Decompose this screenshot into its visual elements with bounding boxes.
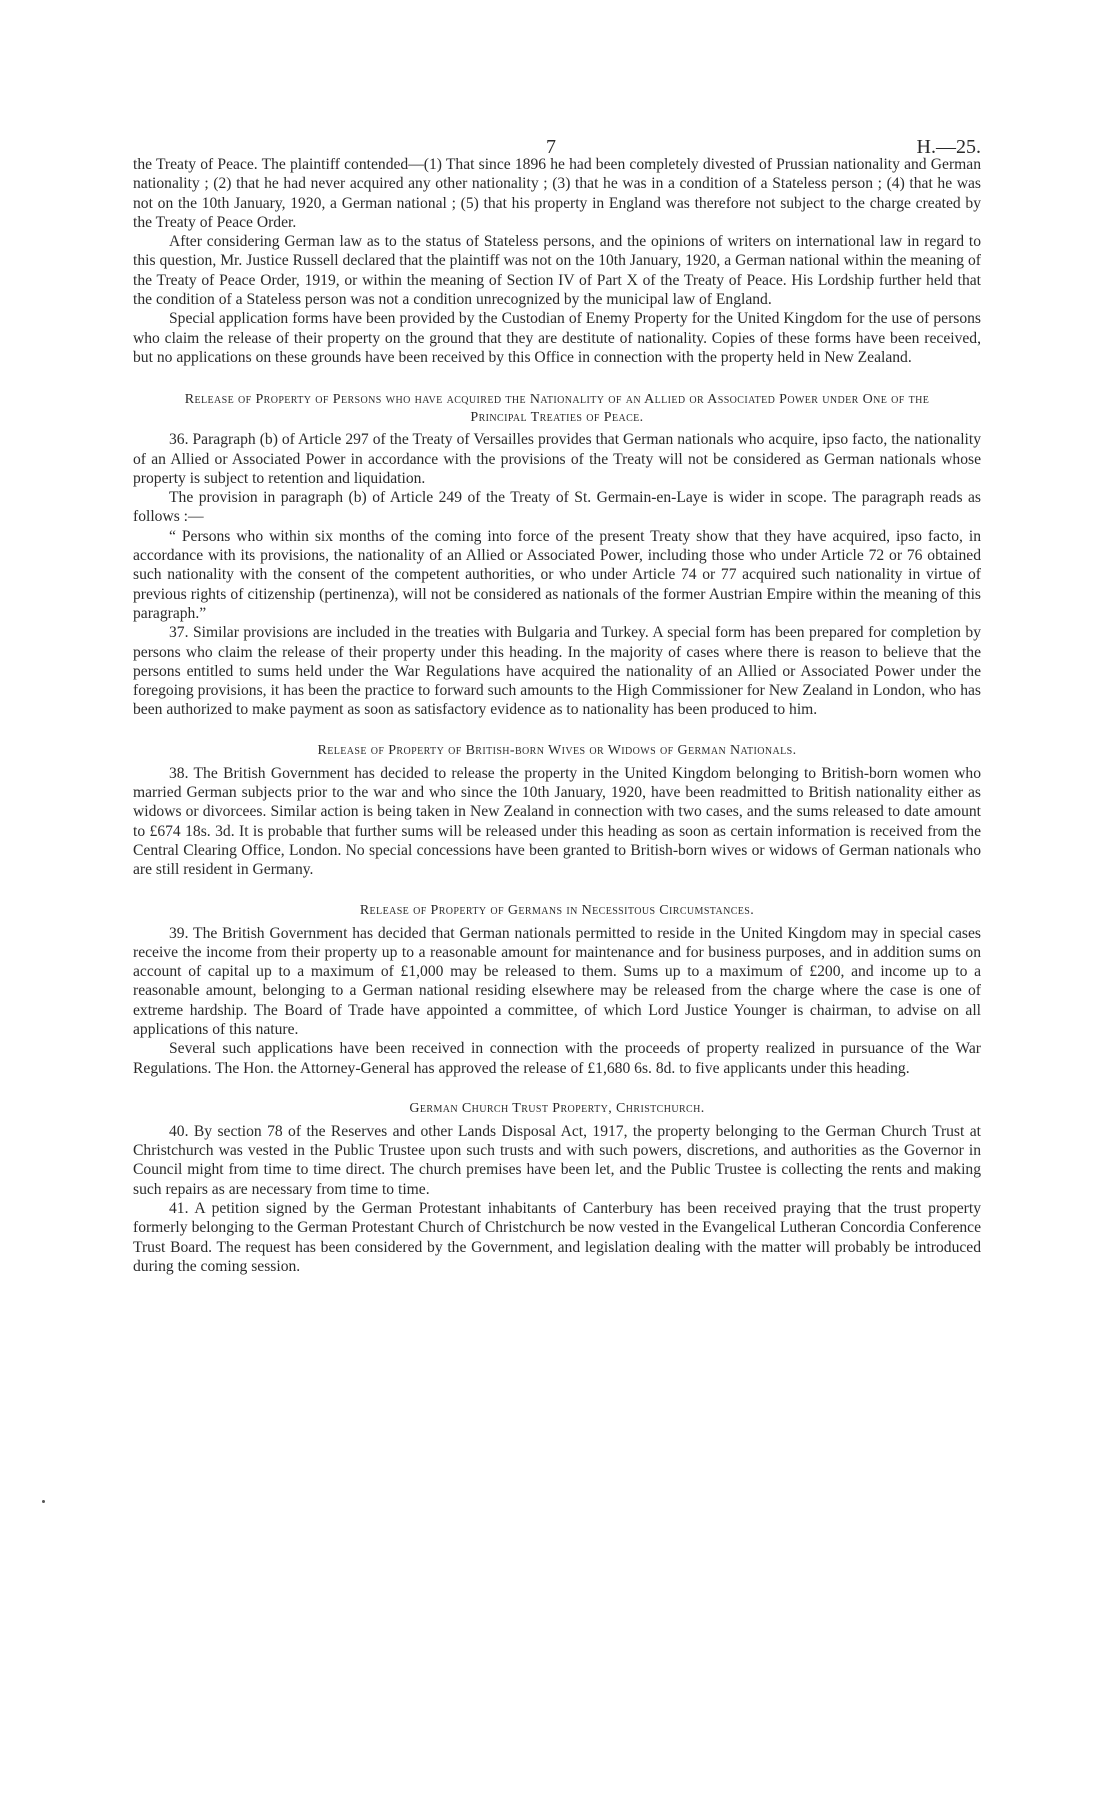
section-heading-church-trust: German Church Trust Property, Christchurch. xyxy=(409,1100,705,1116)
section-heading-british-born-wives: Release of Property of British-born Wives or Widows of German Nationals. xyxy=(317,742,797,758)
paragraph-41: 41. A petition signed by the German Protestant inhabitants of Canterbury has been received praying that the trust property formerly belonging to the German Protestant Church of Christchurch be now vested in the Evangelical Lutheran Concordia Conference Trust Board. The request has been considered by the Government, and legislation dealing with the matter will probably be introduced during the coming session. xyxy=(133,1200,981,1275)
paragraph-39: 39. The British Government has decided that German nationals permitted to reside in the United Kingdom may in special cases receive the income from their property up to a reasonable amount for maintenance and for business purposes, and in addition sums on account of capital up to a maximum of £1,000 may be released to them. Sums up to a maximum of £200, and income up to a reasonable amount, belonging to a German national residing elsewhere may be released from the charge where the case is one of extreme hardship. The Board of Trade have appointed a committee, of which Lord Justice Younger is chairman, to advise on all applications of this nature. xyxy=(133,924,981,1038)
paragraph-quotation: “ Persons who within six months of the coming into force of the present Treaty show that they have acquired, ipso facto, in accordance with its provisions, the nationality of an Allied or Associated Power, including those who under Article 72 or 76 obtained such nationality with the consent of the competent authorities, or who under Article 74 or 77 acquired such nationality in virtue of previous rights of citizenship (pertinenza), will not be considered as nationals of the former Austrian Empire within the meaning of this paragraph.” xyxy=(133,527,981,622)
section-heading-allied-nationality: Release of Property of Persons who have acquired the Nationality of an Allied or Associated Power under One of the Principal Treaties of Peace. xyxy=(184,392,930,426)
section-heading-necessitous-circumstances: Release of Property of Germans in Necessitous Circumstances. xyxy=(359,902,755,918)
paragraph-37: 37. Similar provisions are included in the treaties with Bulgaria and Turkey. A special form has been prepared for completion by persons who claim the release of their property under this heading. In the majority of cases where there is reason to believe that the persons entitled to sums held under the War Regulations have acquired the nationality of an Allied or Associated Power under the foregoing provisions, it has been the practice to forward such amounts to the High Commissioner for New Zealand in London, who has been authorized to make payment as soon as satisfactory evidence as to nationality has been produced to him. xyxy=(133,624,981,719)
document-body xyxy=(133,155,981,1276)
margin-mark xyxy=(42,1500,45,1503)
document-reference: H.—25. xyxy=(916,136,981,158)
page-header xyxy=(133,0,981,158)
paragraph-38: 38. The British Government has decided to release the property in the United Kingdom belonging to British-born women who married German subjects prior to the war and who since the 10th January, 1920, have been readmitted to British nationality either as widows or divorcees. Similar action is being taken in New Zealand in connection with two cases, and the sums released to date amount to £674 18s. 3d. It is probable that further sums will be released under this heading as soon as certain information is received from the Central Clearing Office, London. No special concessions have been granted to British-born wives or widows of German nationals who are still resident in Germany. xyxy=(133,764,981,879)
document-page xyxy=(133,0,981,1276)
page-number: 7 xyxy=(546,136,556,158)
paragraph-40: 40. By section 78 of the Reserves and other Lands Disposal Act, 1917, the property belonging to the German Church Trust at Christchurch was vested in the Public Trustee upon such trusts and with such powers, discretions, and authorities as the Governor in Council might from time to time direct. The church premises have been let, and the Public Trustee is collecting the rents and making such repairs as are necessary from time to time. xyxy=(133,1122,981,1198)
paragraph-intro: the Treaty of Peace. The plaintiff contended—(1) That since 1896 he had been completely divested of Prussian nationality and German nationality ; (2) that he had never acquired any other nationality ; (3) that he was in a condition of a Stateless person ; (4) that he was not on the 10th January, 1920, a German national ; (5) that his property in England was therefore not subject to the charge created by the Treaty of Peace Order. xyxy=(133,156,981,231)
paragraph-special-forms: Special application forms have been provided by the Custodian of Enemy Property for the United Kingdom for the use of persons who claim the release of their property on the ground that they are destitute of nationality. Copies of these forms have been received, but no applications on these grounds have been received by this Office in connection with the property held in New Zealand. xyxy=(133,310,981,366)
paragraph-provision: The provision in paragraph (b) of Article 249 of the Treaty of St. Germain-en-Laye is wider in scope. The paragraph reads as follows :— xyxy=(133,489,981,526)
paragraph-after-considering: After considering German law as to the status of Stateless persons, and the opinions of writers on international law in regard to this question, Mr. Justice Russell declared that the plaintiff was not on the 10th January, 1920, a German national within the meaning of the Treaty of Peace Order, 1919, or within the meaning of Section IV of Part X of the Treaty of Peace. His Lordship further held that the condition of a Stateless person was not a condition unrecognized by the municipal law of England. xyxy=(133,233,981,309)
paragraph-36: 36. Paragraph (b) of Article 297 of the Treaty of Versailles provides that German nationals who acquire, ipso facto, the nationality of an Allied or Associated Power in accordance with the provisions of the Treaty will not be considered as German nationals whose property is subject to retention and liquidation. xyxy=(133,431,981,487)
paragraph-several-applications: Several such applications have been received in connection with the proceeds of property realized in pursuance of the War Regulations. The Hon. the Attorney-General has approved the release of £1,680 6s. 8d. to five applicants under this heading. xyxy=(133,1040,981,1077)
